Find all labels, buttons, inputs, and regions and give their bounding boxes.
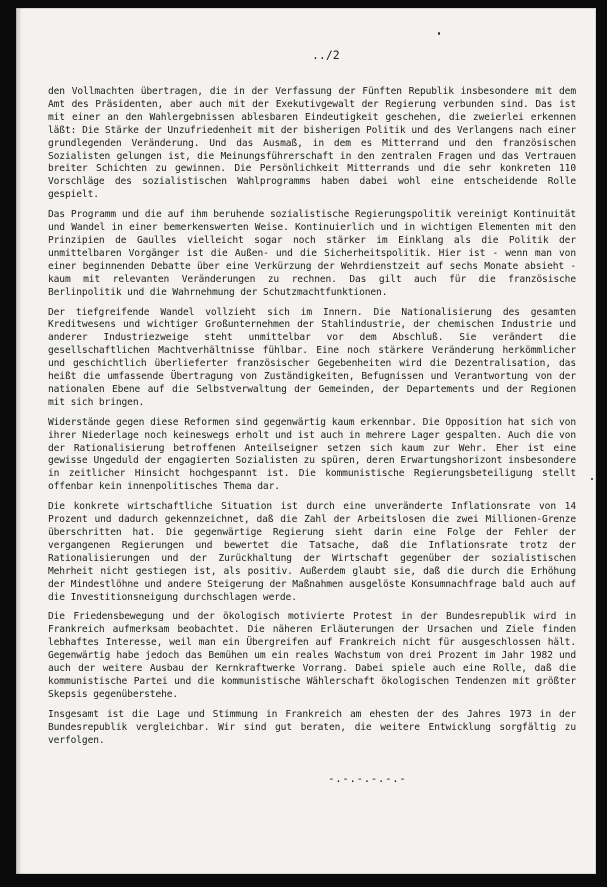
paragraph-1: den Vollmachten übertragen, die in der Verfassung der Fünften Republik insbesondere mit dem Amt des Präsidenten, aber auch mit der Exekutivgewalt der Regierung verbunden sind. Das ist mit einer an den Wahlergebnissen ablesbaren Eindeutigkeit geschehen, die zweierlei erkennen läßt: Die Stärke der Unzufriedenheit mit der bisherigen Politik und des Verlangens nach einer grundlegenden Veränderung. Und das Ausmaß, in dem es Mitterrand und den französischen Sozialisten gelungen ist, die Meinungsführerschaft in den zentralen Fragen und das Vertrauen breiter Schichten zu gewinnen. Die Persönlichkeit Mitterrands und die sehr konkreten 110 Vorschläge des sozialistischen Wahlprogramms haben dabei wohl eine entscheidende Rolle gespielt. bbox=[48, 86, 576, 201]
scan-speck bbox=[591, 478, 593, 480]
scan-speck bbox=[438, 32, 440, 35]
paragraph-6: Die Friedensbewegung und der ökologisch motivierte Protest in der Bundesrepublik wird in Frankreich aufmerksam beobachtet. Die näheren Erläuterungen der Ursachen und Ziele finden lebhaftes Interesse, weil man ein Übergreifen auf Frankreich nicht für ausgeschlossen hält. Gegenwärtig habe jedoch das Bemühen um ein reales Wachstum von drei Prozent im Jahr 1982 und auch der weitere Ausbau der Kernkraftwerke Vorrang. Dabei spiele auch eine Rolle, daß die kommunistische Partei und die kommunistische Wählerschaft ökologischen Tendenzen mit größter Skepsis gegenüberstehe. bbox=[48, 611, 576, 700]
closing-mark: -.-.-.-.-.- bbox=[328, 772, 407, 785]
document-body bbox=[48, 86, 576, 755]
paragraph-4: Widerstände gegen diese Reformen sind gegenwärtig kaum erkennbar. Die Opposition hat sich von ihrer Niederlage noch keineswegs erholt und ist auch in mehrere Lager gespalten. Auch die von der Rationalisierung betroffenen Anteilseigner setzen sich kaum zur Wehr. Eher ist eine gewisse Ungeduld der engagierten Sozialisten zu spüren, deren Erwartungshorizont insbesondere in zeitlicher Hinsicht hochgespannt ist. Die kommunistische Regierungsbeteiligung stellt offenbar kein innenpolitisches Thema dar. bbox=[48, 416, 576, 493]
paragraph-3: Der tiefgreifende Wandel vollzieht sich im Innern. Die Nationalisierung des gesamten Kreditwesens und wichtiger Großunternehmen der Stahlindustrie, der chemischen Industrie und anderer Industriezweige steht unmittelbar vor dem Abschluß. Sie verändert die gesellschaftlichen Machtverhältnisse fühlbar. Eine noch stärkere Veränderung herkömmlicher und geschichtlich überlieferter französischer Gegebenheiten wird die Dezentralisation, das heißt die umfassende Übertragung von Zuständigkeiten, Befugnissen und Verantwortung von der nationalen Ebene auf die Selbstverwaltung der Gemeinden, der Departements und der Regionen mit sich bringen. bbox=[48, 306, 576, 408]
paragraph-5: Die konkrete wirtschaftliche Situation ist durch eine unveränderte Inflationsrate von 14 Prozent und dadurch gekennzeichnet, daß die Zahl der Arbeitslosen die zwei Millionen-Grenze überschritten hat. Die gegenwärtige Regierung sieht darin eine Folge der Fehler der vergangenen Regierungen und bewertet die Tatsache, daß die Inflationsrate trotz der Rationalisierungen und der Zurückhaltung der Wirtschaft gegenüber der sozialistischen Mehrheit nicht gestiegen ist, als positiv. Außerdem glaubt sie, daß die durch die Erhöhung der Mindestlöhne und andere Steigerung der Maßnahmen ausgelöste Konsumnachfrage bald auch auf die Investitionsneigung durchschlagen werde. bbox=[48, 501, 576, 603]
paragraph-2: Das Programm und die auf ihm beruhende sozialistische Regierungspolitik vereinigt Kontinuität und Wandel in einer bemerkenswerten Weise. Kontinuierlich und in wichtigen Elementen mit den Prinzipien de Gaulles vielleicht sogar noch stärker im Einklang als die Politik der unmittelbaren Vorgänger ist die Außen- und die Sicherheitspolitik. Hier ist - wenn man von einer beginnenden Debatte über eine Verkürzung der Wehrdienstzeit auf sechs Monate absieht - kaum mit relevanten Veränderungen zu rechnen. Das gilt auch für die französische Berlinpolitik und die Wahrnehmung der Schutzmachtfunktionen. bbox=[48, 209, 576, 298]
document-page bbox=[16, 8, 596, 874]
page-number: ../2 bbox=[312, 48, 340, 62]
scan-edge-shadow bbox=[16, 8, 22, 874]
paragraph-7: Insgesamt ist die Lage und Stimmung in Frankreich am ehesten der des Jahres 1973 in der Bundesrepublik vergleichbar. Wir sind gut beraten, die weitere Entwicklung sorgfältig zu verfolgen. bbox=[48, 708, 576, 746]
